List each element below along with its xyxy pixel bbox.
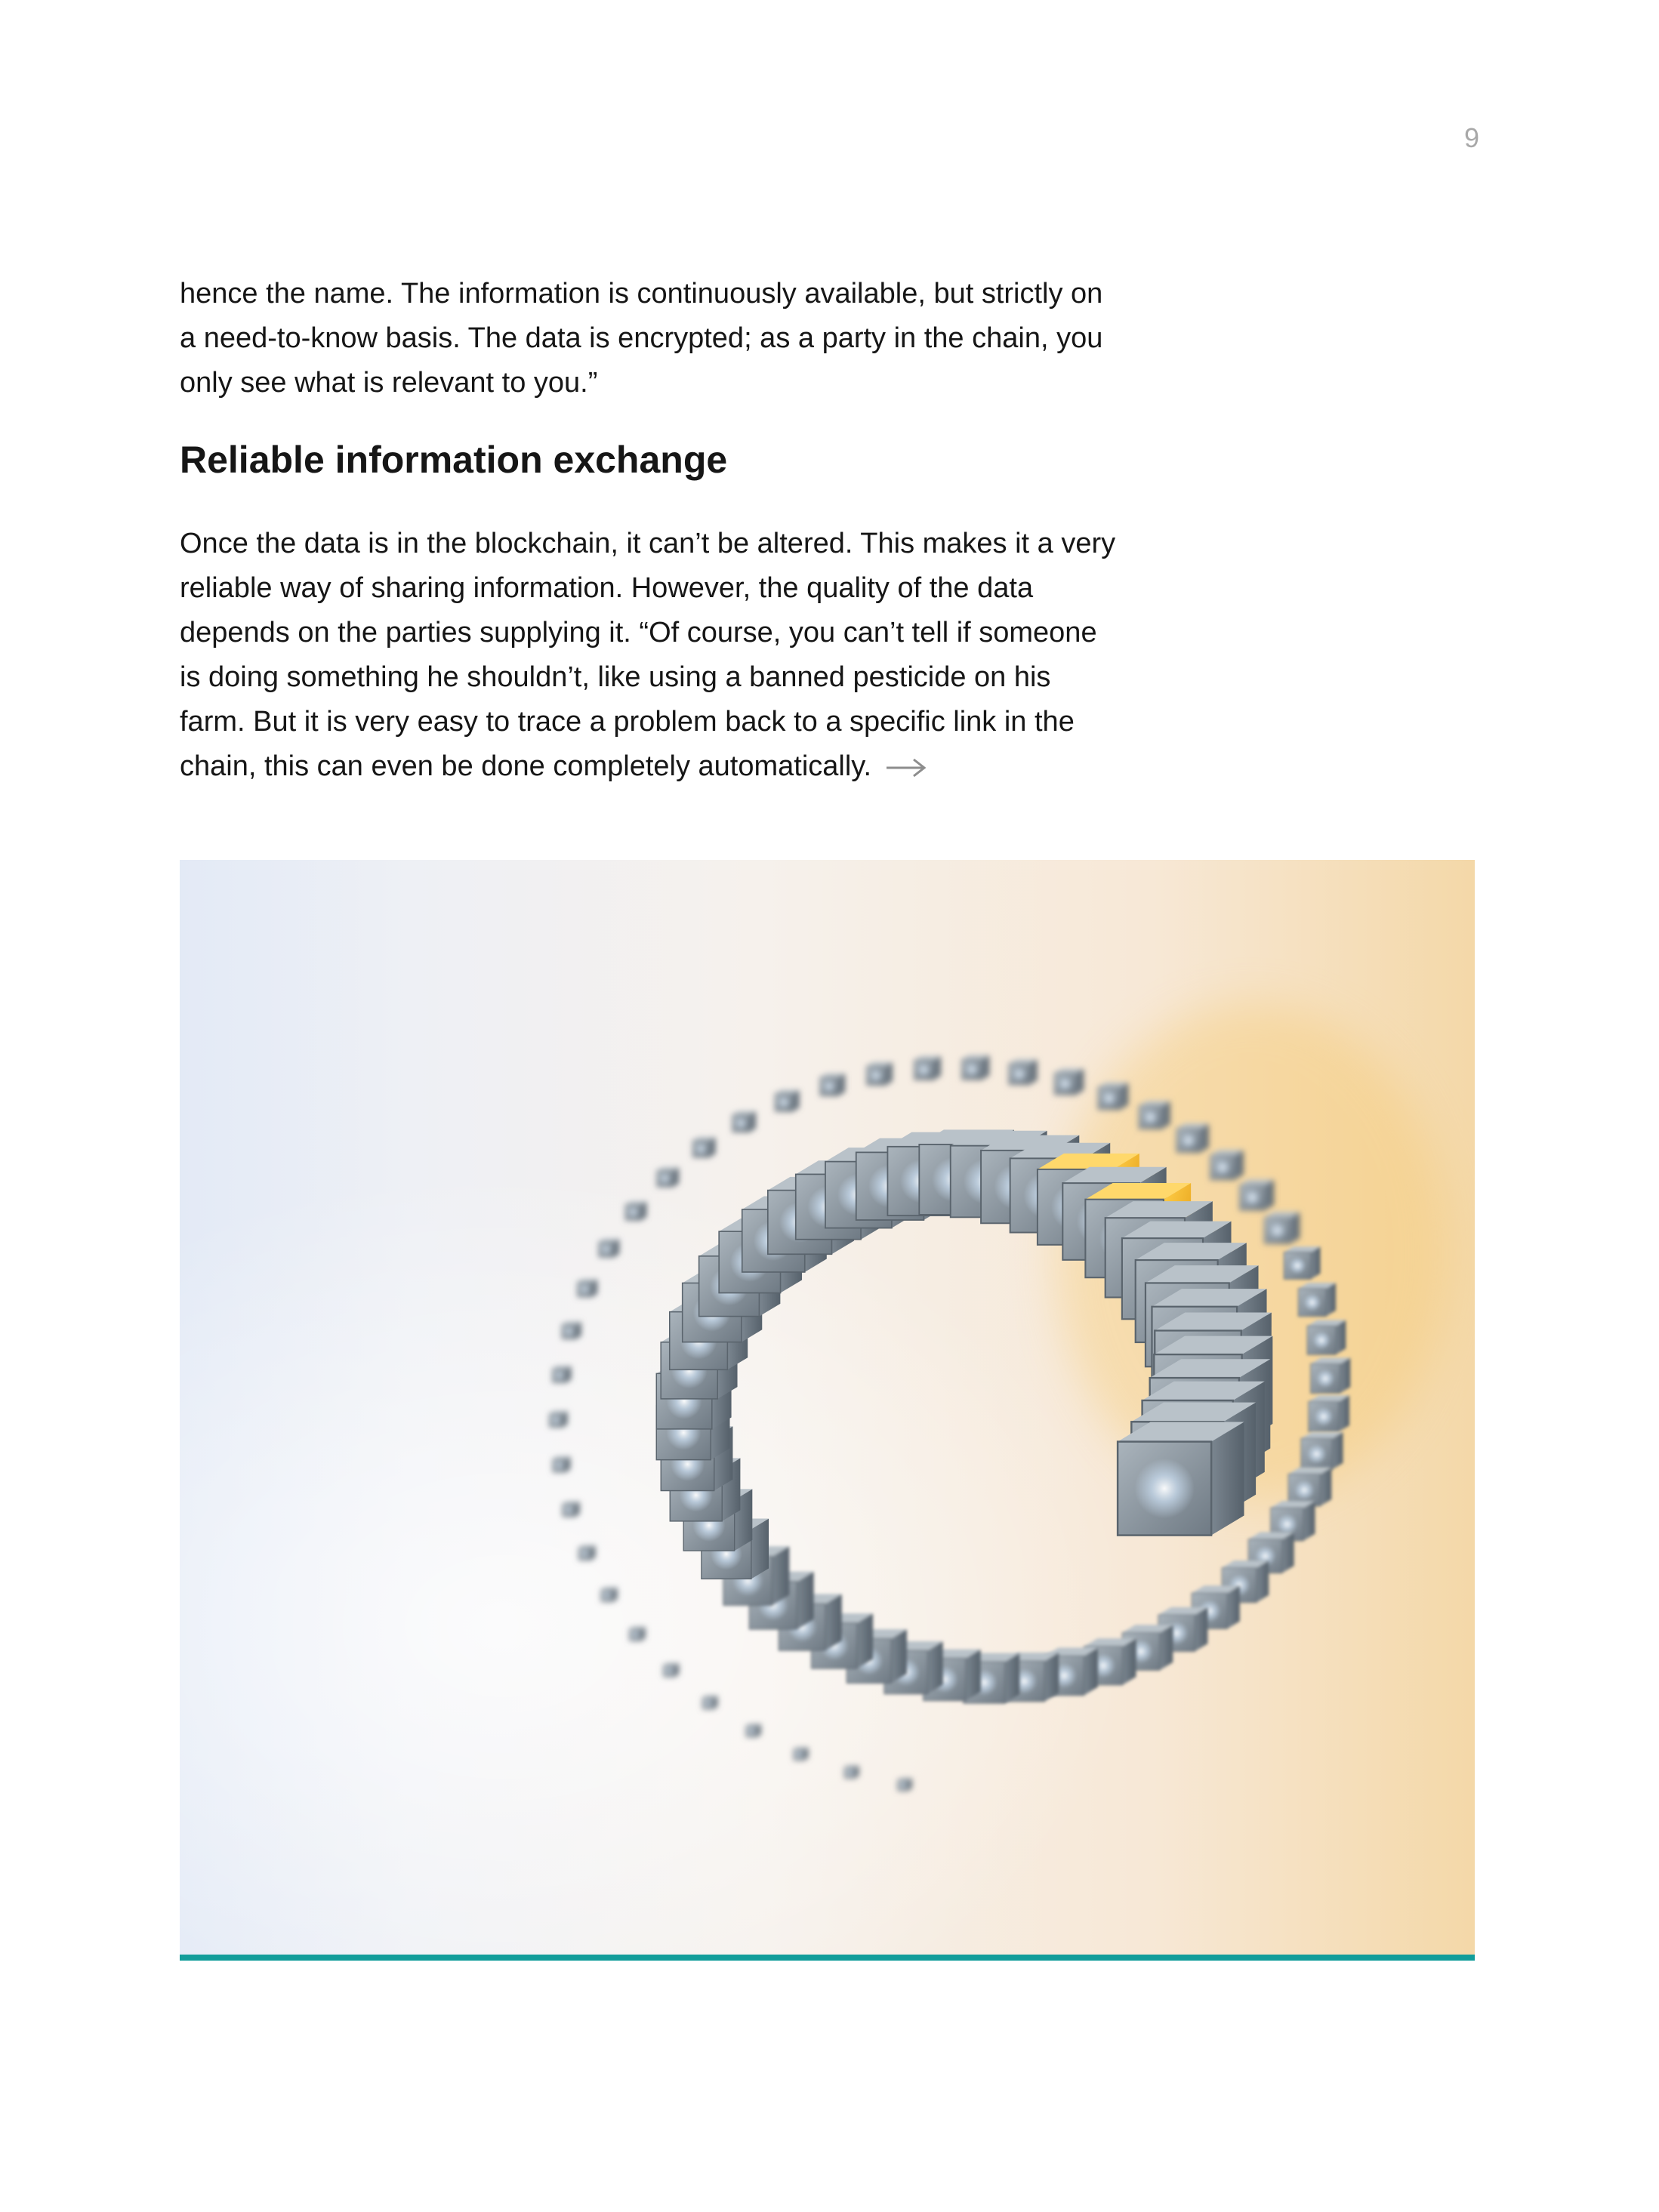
cube-block (820, 1074, 845, 1096)
cube-block (867, 1062, 893, 1086)
blockchain-illustration (180, 860, 1475, 1955)
cube-block (1009, 1059, 1038, 1085)
body-paragraph-text: Once the data is in the blockchain, it can’t be altered. This makes it a very reliable way of sharing information. However, the quality of the data depends on the parties supplying it. “Of course, you can’t tell if someone is doing something he shouldn’t, like using a banned pesticide on his farm. But it is very easy to trace a problem back to a specific link in the chain, this can even be done completely automatically. (180, 528, 1116, 782)
cube-block (692, 1137, 715, 1157)
cube-block (962, 1055, 990, 1080)
cube-block (625, 1201, 646, 1220)
section-heading: Reliable information exchange (180, 439, 728, 481)
cube-block (1311, 1357, 1351, 1393)
cube-block (562, 1321, 581, 1339)
cube-block (657, 1167, 679, 1187)
cube-block (550, 1411, 568, 1427)
cube-block (553, 1366, 572, 1382)
page-number: 9 (1463, 122, 1479, 153)
cube-block (898, 1778, 912, 1791)
cube-block (599, 1239, 619, 1257)
cube-block (746, 1724, 761, 1737)
cube-block (1309, 1395, 1349, 1431)
cube-block (1118, 1422, 1244, 1536)
accent-rule (180, 1955, 1475, 1961)
intro-paragraph: hence the name. The information is continuously available, but strictly on a need-to-know basis. The data is encrypted; as a party in the chain, you only see what is relevant to you.” (180, 278, 1103, 399)
cube-block (578, 1279, 597, 1297)
cube-block (1054, 1068, 1084, 1095)
cube-block (794, 1747, 808, 1760)
cube-block (578, 1545, 595, 1560)
cube-spiral-image (180, 860, 1475, 1955)
cube-block (914, 1056, 941, 1080)
cube-block (1210, 1150, 1244, 1179)
cube-block (1284, 1246, 1320, 1279)
cube-block (630, 1626, 646, 1641)
cube-block (1301, 1432, 1343, 1470)
cube-block (1264, 1212, 1300, 1243)
cube-block (664, 1663, 679, 1677)
cube-block (1098, 1083, 1128, 1110)
cube-block (732, 1111, 756, 1132)
cube-block (1176, 1123, 1209, 1152)
cube-block (601, 1587, 617, 1601)
cube-block (1288, 1468, 1331, 1506)
cube-block (553, 1456, 570, 1472)
arrow-right-icon[interactable] (885, 756, 927, 779)
body-paragraph (180, 522, 1124, 789)
cube-block (1139, 1101, 1170, 1129)
cube-block (563, 1501, 580, 1516)
cube-block (1307, 1320, 1346, 1354)
cube-block (702, 1696, 717, 1709)
article-body (180, 272, 1124, 789)
cube-block (1240, 1179, 1274, 1210)
cube-block (844, 1765, 859, 1778)
cube-block (1298, 1283, 1336, 1316)
cube-block (775, 1089, 799, 1111)
